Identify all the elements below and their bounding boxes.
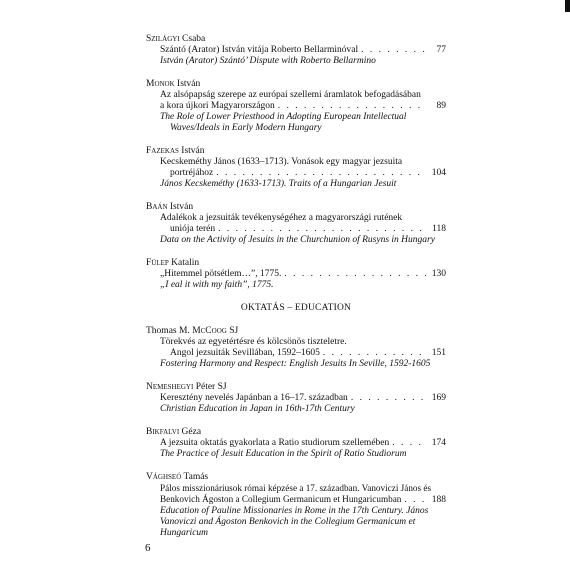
toc-entry (146, 326, 446, 370)
entry-translation: The Practice of Jesuit Education in the Spirit of Ratio Studiorum (160, 449, 407, 459)
entry-title-line (146, 438, 446, 449)
entry-title-line (146, 101, 446, 112)
entry-title-line (146, 393, 446, 404)
entry-title: Benkovich Ágoston a Collegium Germanicum et Hungaricumban (160, 494, 402, 504)
entry-title-line (146, 168, 446, 179)
entry-author (146, 79, 446, 90)
entry-title: portréjához (170, 168, 214, 178)
toc-entry (146, 427, 446, 460)
entry-title-line: Pálos misszionáriusok római képzése a 17. században. Vanoviczi János és (160, 483, 432, 493)
toc-entry (146, 202, 446, 246)
page-ref: 188 (431, 495, 446, 505)
leader-dots (361, 45, 427, 56)
entry-title: Angol jezsuiták Sevillában, 1592–1605 (170, 348, 320, 358)
entry-translation: Education of Pauline Missionaries in Rome in the 17th Century. János (160, 506, 429, 516)
toc-entry (146, 79, 446, 134)
author-suffix: Péter SJ (193, 382, 227, 392)
toc-entry (146, 472, 446, 539)
entry-translation: János Kecskeméthy (1633-1713). Traits of a Hungarian Jesuit (160, 179, 397, 189)
author-given-name: Thomas M. (146, 326, 193, 336)
toc-entry (146, 382, 446, 415)
toc-entry (146, 34, 446, 67)
page-ref: 118 (432, 224, 446, 234)
entry-author (146, 427, 446, 438)
table-of-contents (146, 34, 446, 551)
entry-title: Szántó (Arator) István vitája Roberto Bellarminóval (160, 45, 359, 55)
section-heading: OKTATÁS – EDUCATION (240, 303, 352, 313)
page-ref: 151 (431, 348, 446, 358)
leader-dots (278, 101, 427, 112)
entry-translation: Vanoviczi and Ágoston Benkovich in the Collegium Germanicum et (160, 517, 416, 527)
author-given-name: Csaba (179, 34, 206, 44)
page-ref: 89 (436, 101, 446, 111)
entry-title-line: Az alsópapság szerepe az európai szellemi áramlatok befogadásában (160, 90, 421, 100)
entry-author (146, 472, 446, 483)
entry-title-line: Kecskeméthy János (1633–1713). Vonások egy magyar jezsuita (160, 157, 403, 167)
toc-entry (146, 146, 446, 190)
entry-translation: István (Arator) Szántó’ Dispute with Roberto Bellarmino (160, 56, 376, 66)
author-surname: Bikfalvi (146, 427, 180, 437)
author-suffix: Géza (179, 427, 202, 437)
leader-dots (284, 269, 427, 280)
author-suffix: SJ (226, 326, 239, 336)
entry-translation: Fostering Harmony and Respect: English Jesuits In Seville, 1592-1605 (160, 359, 431, 369)
entry-title: uniója terén (170, 224, 216, 234)
page-number: 6 (145, 542, 151, 554)
leader-dots (392, 438, 427, 449)
page-ref: 169 (431, 393, 446, 403)
entry-title: a kora újkori Magyarországon (160, 101, 275, 111)
entry-author (146, 326, 446, 337)
author-given-name: István (178, 146, 205, 156)
entry-title-line (146, 348, 446, 359)
author-surname: Fülep (146, 258, 169, 268)
author-surname: Fazekas (146, 146, 179, 156)
author-surname: McCoog (192, 326, 227, 336)
entry-title: A jezsuita oktatás gyakorlata a Ratio studiorum szellemében (160, 438, 390, 448)
entry-author (146, 202, 446, 213)
entry-title-line (146, 224, 446, 235)
author-surname: Vághseó (146, 472, 182, 482)
page-ref: 104 (431, 168, 446, 178)
author-suffix: Tamás (181, 472, 209, 482)
author-surname: Szilágyi (146, 34, 180, 44)
entry-title-line: Törekvés az egyetértésre és kölcsönös tiszteletre. (160, 337, 347, 347)
entry-author (146, 258, 446, 269)
entry-translation: „I eal it with my faith”, 1775. (160, 280, 274, 290)
leader-dots (351, 393, 427, 404)
leader-dots (323, 348, 427, 359)
page-edge-mark (565, 0, 570, 12)
author-given-name: István (174, 79, 201, 89)
leader-dots (218, 224, 427, 235)
entry-translation: Waves/Ideals in Early Modern Hungary (170, 123, 322, 133)
entry-title: Keresztény nevelés Japánban a 16–17. században (160, 393, 348, 403)
page-ref: 77 (436, 45, 446, 55)
page-ref: 174 (431, 438, 446, 448)
author-surname: Baán (146, 202, 168, 212)
entry-translation: Hungaricum (160, 528, 209, 538)
entry-translation: The Role of Lower Priesthood in Adopting European Intellectual (160, 112, 407, 122)
author-surname: Nemeshegyi (146, 382, 194, 392)
entry-translation: Data on the Activity of Jesuits in the Churchunion of Rusyns in Hungary (160, 235, 435, 245)
entry-title: „Hitemmel pötsétlem…”, 1775. (160, 269, 282, 279)
entry-title-line (146, 269, 446, 280)
entry-title-line (146, 494, 446, 506)
entry-author (146, 34, 446, 45)
entry-title-line (146, 45, 446, 56)
leader-dots (404, 495, 427, 506)
author-surname: Monok (146, 79, 175, 89)
author-given-name: Katalin (168, 258, 200, 268)
entry-translation: Christian Education in Japan in 16th-17th Century (160, 404, 355, 414)
entry-author (146, 382, 446, 393)
author-given-name: István (167, 202, 194, 212)
entry-title-line: Adalékok a jezsuiták tevékenységéhez a magyarországi rutének (160, 213, 403, 223)
entry-author (146, 146, 446, 157)
page-ref: 130 (431, 269, 446, 279)
toc-entry (146, 258, 446, 291)
leader-dots (216, 168, 427, 179)
